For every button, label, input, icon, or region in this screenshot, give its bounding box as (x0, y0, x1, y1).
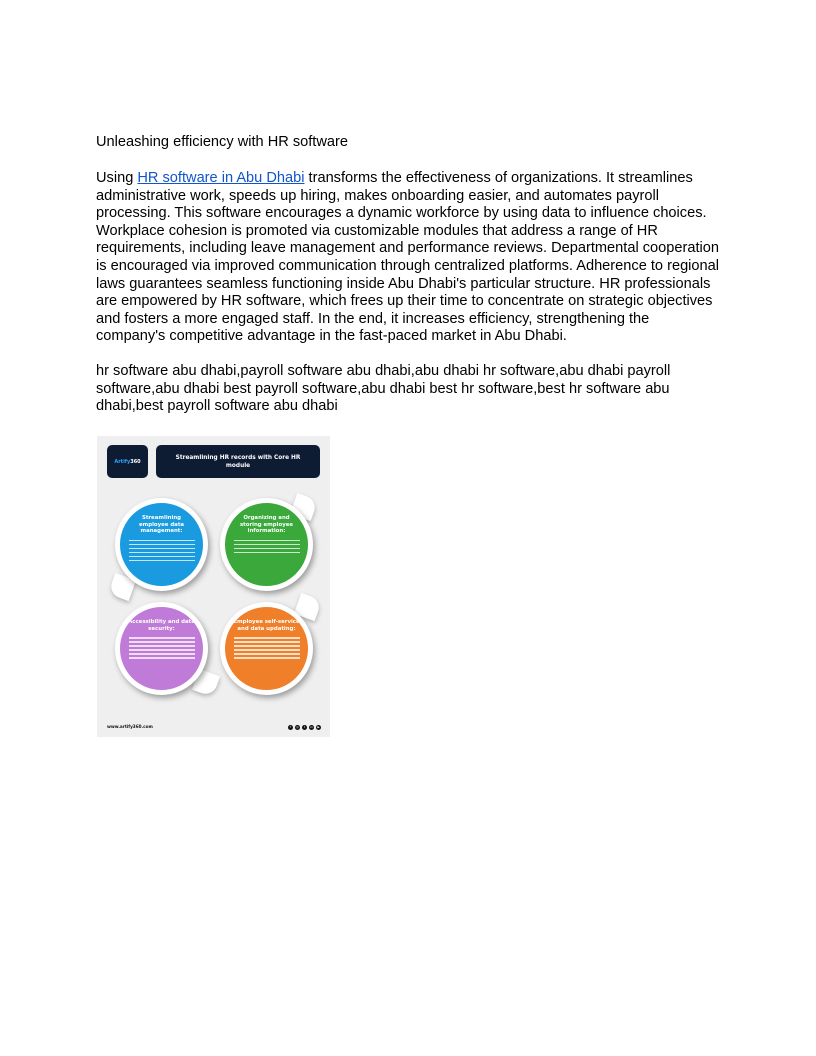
logo (107, 445, 148, 478)
paragraph-body: transforms the effectiveness of organizations. It streamlines administrative work, speeds up hiring, makes onboarding easier, and automates payroll processing. This software encourages a dynamic workforce by using data to influence choices. Workplace cohesion is promoted via customizable modules that address a range of HR requirements, including leave management and performance reviews. Departmental cooperation is encouraged via improved communication through centralized platforms. Adherence to regional laws guarantees seamless functioning inside Abu Dhabi's particular structure. HR professionals are empowered by HR software, which frees up their time to concentrate on strategic objectives and fosters a more engaged staff. In the end, it increases efficiency, strengthening the company's competitive advantage in the fast-paced market in Abu Dhabi. (96, 170, 720, 345)
linkedin-icon: in (310, 725, 313, 729)
logo-text-a: Artify (114, 458, 131, 465)
card-description (234, 637, 300, 658)
card-description (129, 637, 195, 658)
card-self-service (220, 602, 313, 695)
paragraph-prefix: Using (96, 170, 138, 186)
card-title: Organizing and storing employee information: (239, 515, 294, 535)
footer-url: www.artify360.com (107, 724, 153, 729)
body-paragraph (96, 170, 720, 346)
document-body (96, 133, 720, 416)
card-organizing-storing (220, 498, 313, 591)
card-title: Accessibility and data security: (128, 619, 195, 632)
card-title: Employee self-service and data updating: (233, 619, 300, 632)
keywords-paragraph: hr software abu dhabi,payroll software abu dhabi,abu dhabi hr software,abu dhabi payroll software,abu dhabi best payroll software,abu dhabi best hr software,best hr software abu dhabi,best payroll software abu dhabi (96, 362, 671, 415)
card-description (129, 540, 195, 561)
card-title: Streamlining employee data management: (138, 515, 185, 535)
instagram-icon: ◎ (296, 725, 299, 729)
logo-text-b: 360 (130, 458, 141, 465)
card-data-management (115, 498, 208, 591)
card-accessibility-security (115, 602, 208, 695)
social-icons (288, 725, 321, 730)
twitter-icon: t (303, 725, 306, 729)
facebook-icon: f (289, 725, 292, 729)
card-description (234, 540, 300, 553)
hr-software-link[interactable]: HR software in Abu Dhabi (137, 170, 305, 186)
youtube-icon: ▶ (317, 725, 320, 729)
document-title: Unleashing efficiency with HR software (96, 134, 348, 150)
infographic-header: Streamlining HR records with Core HR module (156, 445, 320, 478)
hr-infographic-image (97, 436, 330, 737)
logo-text (114, 459, 140, 465)
